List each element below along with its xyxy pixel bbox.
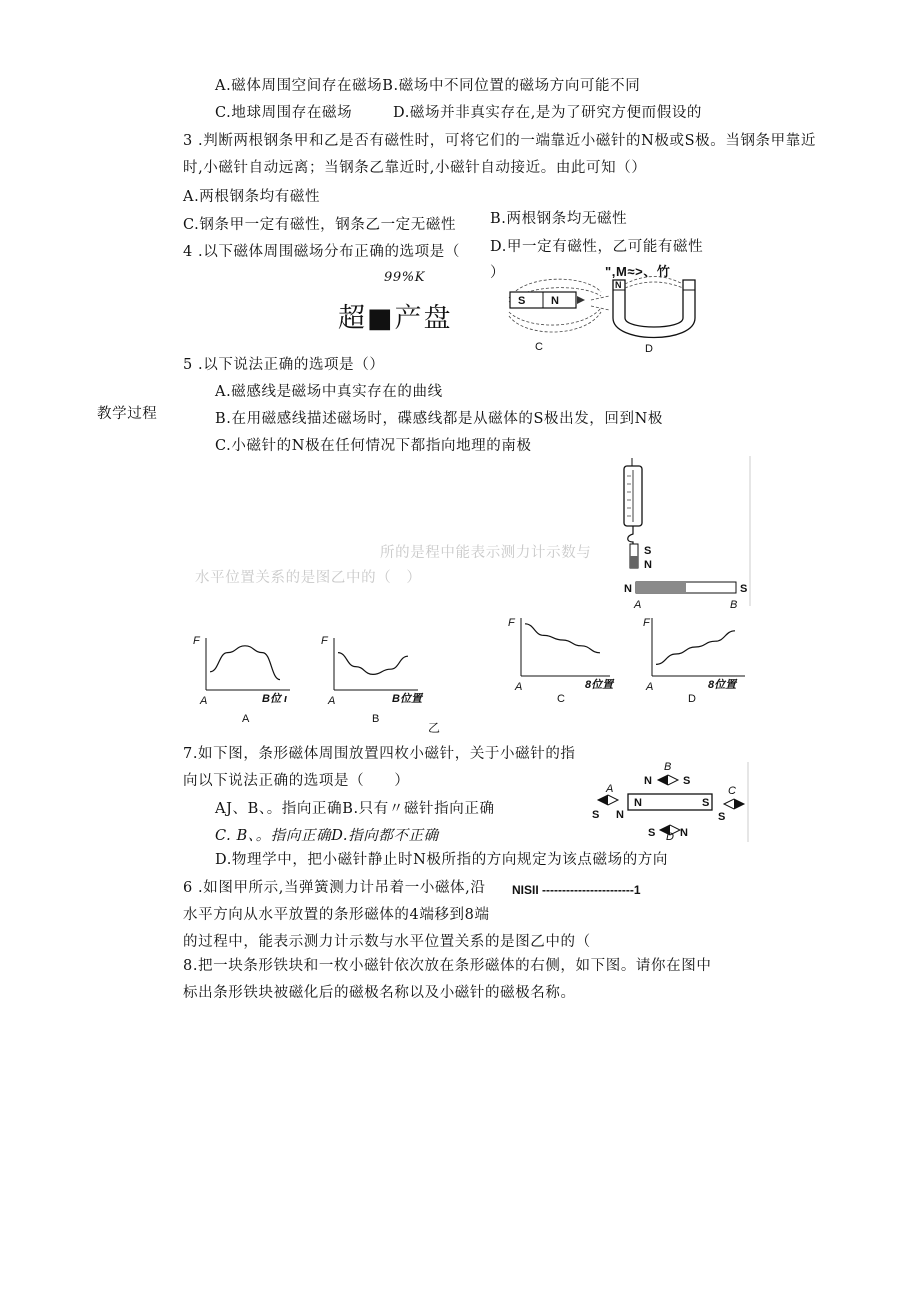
sidebar-label: 教学过程 (97, 406, 158, 422)
graph-d-curve (656, 631, 735, 665)
graph-b-end-label: B位置 (392, 693, 422, 705)
q7-stem-line2: 向以下说法正确的选项是（ ） (183, 773, 410, 789)
q3-stem-line1: 3 .判断两根钢条甲和乙是否有磁性时，可将它们的一端靠近小磁针的N极或S极。当钢条甲靠近 (183, 133, 816, 149)
q7-left-s-label: S (592, 809, 600, 821)
q6-stem-line2: 水平方向从水平放置的条形磁体的4端移到8端 (183, 907, 490, 923)
q4-garbled-d: ",M≈>、竹 (605, 264, 671, 279)
graph-b-label: B (372, 713, 380, 725)
q4-figure-c (505, 272, 615, 352)
q7-left-n-label: N (616, 809, 624, 821)
figure-c-label: C (535, 341, 543, 353)
bar-a-label: A (634, 599, 642, 611)
graph-b-curve (338, 653, 408, 675)
q6-graph-a (190, 630, 300, 725)
graph-a-label: A (242, 713, 250, 725)
q4-stem-close: ） (490, 265, 506, 281)
q3-option-d: D.甲一定有磁性，乙可能有磁性 (490, 239, 704, 255)
q6-figure-jia (610, 456, 760, 616)
q3-stem-line2: 时,小磁针自动远离；当钢条乙靠近时,小磁针自动接近。由此可知（） (183, 160, 647, 176)
q7-bar-s-label: S (702, 797, 710, 809)
graph-c-curve (525, 624, 600, 653)
q7-right-s-label: S (718, 811, 726, 823)
q2-option-d: D.磁场并非真实存在,是为了研究方便而假设的 (393, 105, 703, 121)
q5-option-b: B.在用磁感线描述磁场时，碟感线都是从磁体的S极出发，回到N极 (215, 411, 663, 427)
q7-top-n-label: N (644, 775, 652, 787)
magnet-n-label: N (551, 295, 559, 307)
q8-line2: 标出条形铁块被磁化后的磁极名称以及小磁针的磁极名称。 (183, 985, 576, 1001)
q7-option-d2: D.物理学中，把小磁针静止时N极所指的方向规定为该点磁场的方向 (215, 852, 669, 868)
graph-c-origin-label: A (515, 681, 523, 693)
q7-stem-line1: 7.如下图，条形磁体周围放置四枚小磁针，关于小磁针的指 (183, 746, 576, 762)
q4-garbled-big: 超■产盘 (338, 303, 453, 334)
q5-option-a: A.磁感线是磁场中真实存在的曲线 (215, 384, 443, 400)
small-magnet-n-label: N (644, 559, 652, 571)
q6-stem-line3: 的过程中，能表示测力计示数与水平位置关系的是图乙中的（ (183, 934, 591, 950)
bar-n-label: N (624, 583, 632, 595)
q6-stem-line1: 6 .如图甲所示,当弹簧测力计吊着一小磁体,沿 (183, 880, 486, 896)
q7-figure (588, 760, 753, 844)
graph-c-f-label: F (508, 617, 515, 629)
q7-label-d: D (666, 831, 674, 843)
graph-b-origin-label: A (328, 695, 336, 707)
graph-c-label: C (557, 693, 565, 705)
bar-s-label: S (740, 583, 748, 595)
q7-bar-n-label: N (634, 797, 642, 809)
graph-a-end-label: B位 ι (262, 693, 288, 705)
q7-top-s-label: S (683, 775, 691, 787)
q7-bottom-s-label: S (648, 827, 656, 839)
magnet-s-label: S (518, 295, 526, 307)
graph-d-origin-label: A (646, 681, 654, 693)
q5-option-c: C.小磁针的N极在任何情况下都指向地理的南极 (215, 438, 532, 454)
q4-figure-d (605, 278, 705, 354)
q5-stem: 5 .以下说法正确的选项是（） (183, 357, 385, 373)
graph-b-f-label: F (321, 635, 328, 647)
q6-faded-line1: 所的是程中能表示测力计示数与 (380, 545, 592, 561)
graph-c-end-label: 8位置 (585, 679, 614, 691)
graph-d-end-label: 8位置 (708, 679, 737, 691)
q7-option-ab: AJ、B、。指向正确B.只有〃磁针指向正确 (215, 801, 495, 817)
q2-option-c: C.地球周围存在磁场 (215, 105, 353, 121)
q3-option-b: B.两根钢条均无磁性 (490, 211, 628, 227)
q6-graph-d (640, 610, 760, 705)
q6-graph-b (318, 630, 428, 725)
q6-figure-caption: 乙 (428, 721, 441, 735)
q7-label-a: A (606, 783, 614, 795)
q3-option-a: A.两根钢条均有磁性 (183, 189, 321, 205)
q3-option-c: C.钢条甲一定有磁性，钢条乙一定无磁性 (183, 217, 457, 233)
q7-option-cd: C. B、。指向正确D.指向都不正确 (215, 828, 439, 844)
q8-line1: 8.把一块条形铁块和一枚小磁针依次放在条形磁体的右侧，如下图。请你在图中 (183, 958, 712, 974)
q6-garbled-figure: NISII -----------------------1 (512, 883, 641, 897)
graph-d-f-label: F (643, 617, 650, 629)
q7-bottom-n-label: N (680, 827, 688, 839)
q2-option-ab: A.磁体周围空间存在磁场B.磁场中不同位置的磁场方向可能不同 (215, 78, 641, 94)
q6-faded-line2: 水平位置关系的是图乙中的（ ） (195, 570, 422, 586)
q7-label-c: C (728, 785, 736, 797)
q7-label-b: B (664, 761, 672, 773)
graph-a-f-label: F (193, 635, 200, 647)
horseshoe-magnet (613, 280, 695, 338)
q4-stem: 4 .以下磁体周围磁场分布正确的选项是（ (183, 244, 460, 260)
graph-a-curve (210, 646, 280, 680)
bar-b-label: B (730, 599, 738, 611)
q6-graph-c (505, 610, 625, 705)
graph-a-origin-label: A (200, 695, 208, 707)
figure-d-label: D (645, 343, 653, 355)
small-magnet-s-label: S (644, 545, 652, 557)
graph-d-label: D (688, 693, 696, 705)
horseshoe-n-label: N (615, 280, 622, 290)
q4-garbled-small: 99%K (384, 270, 426, 285)
